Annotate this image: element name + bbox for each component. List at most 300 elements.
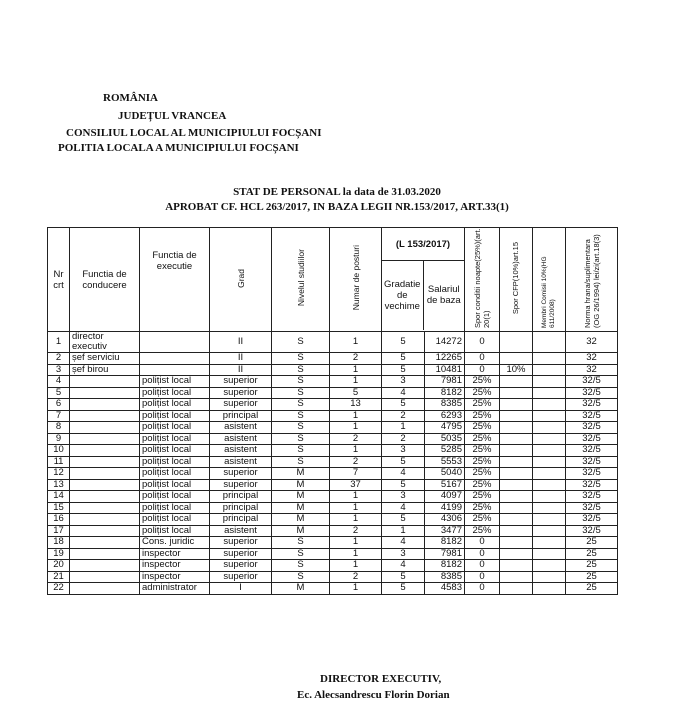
row-gradatie: 4 xyxy=(382,502,425,514)
header-lege: (L 153/2017) xyxy=(382,230,464,261)
row-grad: asistent xyxy=(210,422,272,434)
row-salariu: 4795 xyxy=(425,422,465,434)
row-nr: 13 xyxy=(48,479,70,491)
header-spor-noapte: Spor conditii noapte(25%)(art. 20(1) xyxy=(473,228,491,328)
row-nr: 17 xyxy=(48,525,70,537)
row-conducere: director executiv xyxy=(70,332,140,353)
row-nivel: M xyxy=(272,514,330,526)
row-salariu: 8182 xyxy=(425,537,465,549)
row-nr: 7 xyxy=(48,410,70,422)
row-norma: 32/5 xyxy=(566,445,618,457)
row-gradatie: 3 xyxy=(382,445,425,457)
row-salariu: 8385 xyxy=(425,399,465,411)
row-gradatie: 4 xyxy=(382,560,425,572)
row-spor-cfp xyxy=(500,387,533,399)
row-executie: inspector xyxy=(140,560,210,572)
row-membri xyxy=(533,525,566,537)
row-nr: 9 xyxy=(48,433,70,445)
row-numar: 1 xyxy=(330,491,382,503)
row-spor-noapte: 25% xyxy=(465,479,500,491)
row-spor-cfp xyxy=(500,514,533,526)
signature-name: Ec. Alecsandrescu Florin Dorian xyxy=(297,689,450,701)
row-conducere xyxy=(70,571,140,583)
row-numar: 37 xyxy=(330,479,382,491)
row-membri xyxy=(533,491,566,503)
header-lege-group xyxy=(382,228,465,332)
row-spor-cfp xyxy=(500,560,533,572)
row-conducere xyxy=(70,479,140,491)
row-norma: 25 xyxy=(566,548,618,560)
row-spor-cfp xyxy=(500,502,533,514)
row-norma: 25 xyxy=(566,571,618,583)
row-salariu: 7981 xyxy=(425,376,465,388)
row-numar: 5 xyxy=(330,387,382,399)
row-spor-cfp xyxy=(500,376,533,388)
header-functia-conducere: Functia de conducere xyxy=(70,228,140,332)
row-numar: 1 xyxy=(330,560,382,572)
document-title: STAT DE PERSONAL la data de 31.03.2020 xyxy=(233,186,441,198)
row-executie: polițist local xyxy=(140,410,210,422)
row-norma: 32/5 xyxy=(566,399,618,411)
row-spor-noapte: 25% xyxy=(465,399,500,411)
row-conducere xyxy=(70,514,140,526)
row-grad: superior xyxy=(210,376,272,388)
row-numar: 13 xyxy=(330,399,382,411)
row-salariu: 6293 xyxy=(425,410,465,422)
row-conducere xyxy=(70,456,140,468)
row-nivel: M xyxy=(272,468,330,480)
row-salariu: 4199 xyxy=(425,502,465,514)
row-membri xyxy=(533,376,566,388)
row-nr: 8 xyxy=(48,422,70,434)
personnel-table xyxy=(47,227,618,595)
table-row xyxy=(48,445,618,457)
row-grad: I xyxy=(210,583,272,595)
row-nivel: S xyxy=(272,537,330,549)
row-nivel: M xyxy=(272,502,330,514)
row-gradatie: 5 xyxy=(382,514,425,526)
row-salariu: 8182 xyxy=(425,387,465,399)
table-row xyxy=(48,548,618,560)
row-membri xyxy=(533,410,566,422)
header-salariu: Salariul de baza xyxy=(426,284,461,306)
row-gradatie: 5 xyxy=(382,364,425,376)
row-membri xyxy=(533,353,566,365)
row-executie: polițist local xyxy=(140,433,210,445)
row-conducere xyxy=(70,502,140,514)
row-spor-cfp xyxy=(500,525,533,537)
row-spor-noapte: 25% xyxy=(465,445,500,457)
row-spor-cfp xyxy=(500,479,533,491)
row-conducere: șef birou xyxy=(70,364,140,376)
row-executie: polițist local xyxy=(140,422,210,434)
row-nivel: S xyxy=(272,433,330,445)
row-membri xyxy=(533,571,566,583)
row-spor-cfp xyxy=(500,456,533,468)
header-functia-executie: Functia de executie xyxy=(140,228,210,332)
row-spor-noapte: 0 xyxy=(465,364,500,376)
signature-role: DIRECTOR EXECUTIV, xyxy=(320,673,442,685)
row-spor-cfp xyxy=(500,548,533,560)
row-executie: inspector xyxy=(140,571,210,583)
table-row xyxy=(48,364,618,376)
row-salariu: 4306 xyxy=(425,514,465,526)
row-membri xyxy=(533,560,566,572)
header-spor-noapte-cell xyxy=(465,228,500,332)
row-nivel: S xyxy=(272,399,330,411)
row-nivel: S xyxy=(272,422,330,434)
row-numar: 2 xyxy=(330,433,382,445)
row-conducere xyxy=(70,537,140,549)
row-membri xyxy=(533,548,566,560)
row-nr: 16 xyxy=(48,514,70,526)
row-nr: 10 xyxy=(48,445,70,457)
row-grad: superior xyxy=(210,387,272,399)
row-executie: Cons. juridic xyxy=(140,537,210,549)
header-numar-cell xyxy=(330,228,382,332)
row-norma: 32 xyxy=(566,332,618,353)
row-spor-noapte: 0 xyxy=(465,353,500,365)
row-salariu: 5285 xyxy=(425,445,465,457)
row-grad: superior xyxy=(210,548,272,560)
row-executie: polițist local xyxy=(140,445,210,457)
row-executie: polițist local xyxy=(140,479,210,491)
row-membri xyxy=(533,433,566,445)
header-grad: Grad xyxy=(235,268,246,288)
row-membri xyxy=(533,364,566,376)
row-nr: 6 xyxy=(48,399,70,411)
row-numar: 1 xyxy=(330,410,382,422)
row-numar: 1 xyxy=(330,537,382,549)
row-salariu: 8182 xyxy=(425,560,465,572)
row-conducere xyxy=(70,525,140,537)
table-row xyxy=(48,479,618,491)
row-conducere xyxy=(70,387,140,399)
row-salariu: 4583 xyxy=(425,583,465,595)
row-executie: polițist local xyxy=(140,491,210,503)
row-spor-cfp xyxy=(500,422,533,434)
row-norma: 25 xyxy=(566,560,618,572)
row-gradatie: 2 xyxy=(382,433,425,445)
row-grad: principal xyxy=(210,491,272,503)
row-gradatie: 4 xyxy=(382,468,425,480)
header-norma: Norma hrana/suplimentara (OG 26/1994) lei/zi(art.18(3) xyxy=(582,234,601,328)
row-conducere xyxy=(70,468,140,480)
header-spor-cfp: Spor CFP(10%)art.15 xyxy=(511,241,520,315)
row-nr: 2 xyxy=(48,353,70,365)
row-gradatie: 3 xyxy=(382,491,425,503)
row-numar: 1 xyxy=(330,422,382,434)
row-executie xyxy=(140,332,210,353)
row-conducere xyxy=(70,410,140,422)
table-row xyxy=(48,502,618,514)
table-row xyxy=(48,387,618,399)
row-nivel: S xyxy=(272,571,330,583)
row-salariu: 14272 xyxy=(425,332,465,353)
row-spor-cfp xyxy=(500,537,533,549)
row-conducere xyxy=(70,433,140,445)
row-membri xyxy=(533,479,566,491)
row-numar: 1 xyxy=(330,548,382,560)
header-membri: Membri Comisii 10%(HG 611/2008) xyxy=(541,256,556,328)
row-nr: 1 xyxy=(48,332,70,353)
row-gradatie: 4 xyxy=(382,537,425,549)
row-salariu: 10481 xyxy=(425,364,465,376)
row-spor-noapte: 0 xyxy=(465,537,500,549)
row-gradatie: 5 xyxy=(382,332,425,353)
row-membri xyxy=(533,399,566,411)
table-row xyxy=(48,399,618,411)
row-gradatie: 5 xyxy=(382,353,425,365)
row-grad: II xyxy=(210,353,272,365)
header-numar: Numar de posturi xyxy=(350,245,361,311)
row-numar: 1 xyxy=(330,364,382,376)
row-nivel: M xyxy=(272,525,330,537)
header-nr: Nr crt xyxy=(48,228,70,332)
row-spor-noapte: 25% xyxy=(465,410,500,422)
row-spor-cfp xyxy=(500,399,533,411)
row-gradatie: 1 xyxy=(382,525,425,537)
row-executie: polițist local xyxy=(140,525,210,537)
row-nivel: S xyxy=(272,548,330,560)
row-executie: administrator xyxy=(140,583,210,595)
row-executie: polițist local xyxy=(140,502,210,514)
row-grad: superior xyxy=(210,571,272,583)
row-gradatie: 4 xyxy=(382,387,425,399)
row-membri xyxy=(533,332,566,353)
row-nr: 15 xyxy=(48,502,70,514)
row-spor-cfp xyxy=(500,433,533,445)
row-nivel: S xyxy=(272,376,330,388)
row-membri xyxy=(533,468,566,480)
table-row xyxy=(48,571,618,583)
row-nr: 3 xyxy=(48,364,70,376)
row-executie: inspector xyxy=(140,548,210,560)
row-nivel: S xyxy=(272,560,330,572)
row-numar: 1 xyxy=(330,583,382,595)
row-gradatie: 5 xyxy=(382,456,425,468)
row-norma: 32/5 xyxy=(566,376,618,388)
row-grad: principal xyxy=(210,410,272,422)
row-spor-noapte: 25% xyxy=(465,422,500,434)
row-grad: superior xyxy=(210,399,272,411)
row-numar: 1 xyxy=(330,514,382,526)
row-spor-noapte: 25% xyxy=(465,456,500,468)
row-salariu: 5167 xyxy=(425,479,465,491)
row-grad: asistent xyxy=(210,445,272,457)
header-country: ROMÂNIA xyxy=(103,92,158,104)
row-norma: 32/5 xyxy=(566,479,618,491)
row-norma: 32/5 xyxy=(566,410,618,422)
row-numar: 1 xyxy=(330,376,382,388)
row-nivel: M xyxy=(272,491,330,503)
row-grad: superior xyxy=(210,537,272,549)
row-numar: 1 xyxy=(330,332,382,353)
header-police: POLITIA LOCALA A MUNICIPIULUI FOCȘANI xyxy=(58,142,299,154)
row-salariu: 7981 xyxy=(425,548,465,560)
row-norma: 32 xyxy=(566,353,618,365)
row-spor-noapte: 25% xyxy=(465,468,500,480)
row-gradatie: 5 xyxy=(382,399,425,411)
row-executie: polițist local xyxy=(140,399,210,411)
table-row xyxy=(48,433,618,445)
row-salariu: 5040 xyxy=(425,468,465,480)
table-row xyxy=(48,376,618,388)
row-conducere xyxy=(70,445,140,457)
row-spor-noapte: 25% xyxy=(465,376,500,388)
row-membri xyxy=(533,387,566,399)
document-subtitle: APROBAT CF. HCL 263/2017, IN BAZA LEGII NR.153/2017, ART.33(1) xyxy=(165,201,509,213)
row-grad: superior xyxy=(210,560,272,572)
table-row xyxy=(48,491,618,503)
row-spor-noapte: 25% xyxy=(465,491,500,503)
row-nr: 19 xyxy=(48,548,70,560)
row-grad: asistent xyxy=(210,525,272,537)
header-norma-cell xyxy=(566,228,618,332)
row-membri xyxy=(533,502,566,514)
row-grad: superior xyxy=(210,479,272,491)
header-grad-cell xyxy=(210,228,272,332)
row-conducere: șef serviciu xyxy=(70,353,140,365)
row-spor-cfp xyxy=(500,468,533,480)
table-row xyxy=(48,537,618,549)
row-gradatie: 1 xyxy=(382,422,425,434)
table-row xyxy=(48,514,618,526)
row-salariu: 5035 xyxy=(425,433,465,445)
row-membri xyxy=(533,456,566,468)
table-row xyxy=(48,410,618,422)
row-conducere xyxy=(70,491,140,503)
row-norma: 32/5 xyxy=(566,514,618,526)
table-row xyxy=(48,422,618,434)
row-grad: superior xyxy=(210,468,272,480)
row-spor-noapte: 0 xyxy=(465,583,500,595)
row-numar: 1 xyxy=(330,445,382,457)
row-executie: polițist local xyxy=(140,514,210,526)
row-gradatie: 3 xyxy=(382,376,425,388)
row-salariu: 12265 xyxy=(425,353,465,365)
row-spor-noapte: 0 xyxy=(465,560,500,572)
row-executie: polițist local xyxy=(140,376,210,388)
row-nivel: S xyxy=(272,410,330,422)
table-row xyxy=(48,456,618,468)
row-gradatie: 2 xyxy=(382,410,425,422)
row-nivel: S xyxy=(272,364,330,376)
row-nivel: S xyxy=(272,387,330,399)
row-numar: 2 xyxy=(330,525,382,537)
row-norma: 25 xyxy=(566,537,618,549)
row-membri xyxy=(533,422,566,434)
header-membri-cell xyxy=(533,228,566,332)
header-council: CONSILIUL LOCAL AL MUNICIPIULUI FOCȘANI xyxy=(66,127,322,139)
row-numar: 2 xyxy=(330,456,382,468)
row-spor-noapte: 25% xyxy=(465,387,500,399)
row-norma: 32/5 xyxy=(566,525,618,537)
row-nr: 4 xyxy=(48,376,70,388)
row-spor-cfp xyxy=(500,491,533,503)
row-conducere xyxy=(70,422,140,434)
table-row xyxy=(48,353,618,365)
row-spor-noapte: 25% xyxy=(465,502,500,514)
row-nivel: S xyxy=(272,332,330,353)
row-nivel: S xyxy=(272,445,330,457)
row-norma: 32/5 xyxy=(566,433,618,445)
row-numar: 1 xyxy=(330,502,382,514)
row-membri xyxy=(533,537,566,549)
row-executie: polițist local xyxy=(140,387,210,399)
row-numar: 7 xyxy=(330,468,382,480)
row-nr: 14 xyxy=(48,491,70,503)
row-gradatie: 5 xyxy=(382,479,425,491)
row-spor-noapte: 25% xyxy=(465,433,500,445)
row-conducere xyxy=(70,560,140,572)
table-row xyxy=(48,583,618,595)
row-nivel: S xyxy=(272,456,330,468)
row-norma: 32/5 xyxy=(566,468,618,480)
row-nr: 21 xyxy=(48,571,70,583)
row-membri xyxy=(533,514,566,526)
row-nivel: M xyxy=(272,583,330,595)
row-spor-cfp xyxy=(500,571,533,583)
row-conducere xyxy=(70,399,140,411)
table-body xyxy=(48,332,618,595)
row-grad: principal xyxy=(210,502,272,514)
row-norma: 32 xyxy=(566,364,618,376)
row-nr: 12 xyxy=(48,468,70,480)
row-nivel: M xyxy=(272,479,330,491)
row-spor-cfp xyxy=(500,583,533,595)
row-grad: asistent xyxy=(210,456,272,468)
row-spor-cfp xyxy=(500,410,533,422)
row-gradatie: 5 xyxy=(382,583,425,595)
row-conducere xyxy=(70,548,140,560)
row-grad: asistent xyxy=(210,433,272,445)
row-nr: 22 xyxy=(48,583,70,595)
row-spor-noapte: 0 xyxy=(465,332,500,353)
row-executie: polițist local xyxy=(140,468,210,480)
table-row xyxy=(48,332,618,353)
row-conducere xyxy=(70,583,140,595)
row-spor-cfp: 10% xyxy=(500,364,533,376)
row-spor-cfp xyxy=(500,353,533,365)
table-row xyxy=(48,560,618,572)
header-spor-cfp-cell xyxy=(500,228,533,332)
row-nr: 20 xyxy=(48,560,70,572)
row-gradatie: 3 xyxy=(382,548,425,560)
header-county: JUDEȚUL VRANCEA xyxy=(118,110,227,122)
row-norma: 25 xyxy=(566,583,618,595)
row-nivel: S xyxy=(272,353,330,365)
row-numar: 2 xyxy=(330,571,382,583)
row-spor-noapte: 0 xyxy=(465,548,500,560)
row-salariu: 5553 xyxy=(425,456,465,468)
row-spor-cfp xyxy=(500,332,533,353)
row-norma: 32/5 xyxy=(566,422,618,434)
header-gradatie: Gradatie de vechime xyxy=(382,261,424,330)
row-norma: 32/5 xyxy=(566,502,618,514)
header-nivel: Nivelul studiilor xyxy=(295,249,306,307)
row-executie: polițist local xyxy=(140,456,210,468)
row-grad: II xyxy=(210,364,272,376)
row-spor-noapte: 25% xyxy=(465,514,500,526)
row-spor-noapte: 0 xyxy=(465,571,500,583)
row-grad: II xyxy=(210,332,272,353)
row-executie xyxy=(140,364,210,376)
row-nr: 18 xyxy=(48,537,70,549)
row-norma: 32/5 xyxy=(566,456,618,468)
row-salariu: 4097 xyxy=(425,491,465,503)
row-nr: 5 xyxy=(48,387,70,399)
